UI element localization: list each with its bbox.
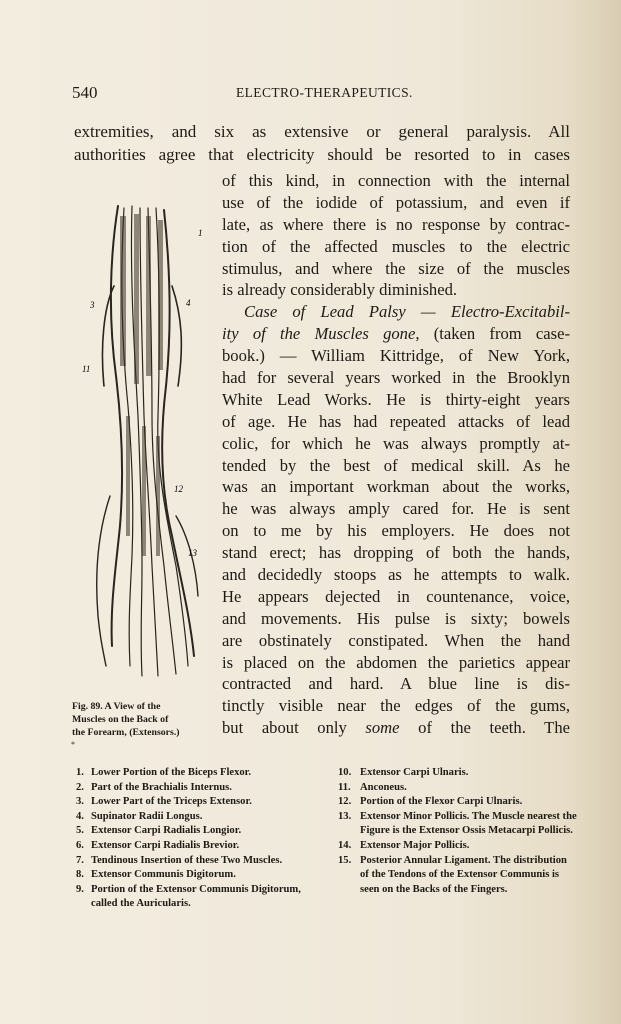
legend-text: Part of the Brachialis Internus. (91, 781, 232, 793)
italic-word: some (365, 718, 400, 738)
legend-text: Portion of the Flexor Carpi Ulnaris. (360, 796, 523, 808)
legend-item (76, 795, 321, 810)
legend-item (76, 854, 321, 869)
legend-item (338, 854, 578, 898)
legend-item (76, 868, 321, 883)
case-title-line (222, 323, 570, 345)
text-line: stand erect; has dropping of both the hands, (222, 543, 570, 563)
legend-text: Lower Part of the Triceps Extensor. (91, 796, 252, 808)
legend-number: 1. (76, 767, 84, 778)
legend-text: Extensor Carpi Ulnaris. (360, 767, 469, 778)
legend-number: 9. (76, 883, 84, 895)
caption-line: Fig. 89. A View of the (72, 701, 161, 712)
legend-item (76, 839, 321, 854)
legend-text: Extensor Major Pollicis. (360, 839, 470, 851)
legend-text: Anconeus. (360, 781, 407, 793)
text-line: and movements. His pulse is sixty; bowels (222, 608, 570, 628)
text-line: is already considerably diminished. (222, 280, 458, 300)
legend-text: Extensor Minor Pollicis. The Muscle nearest the Figure is the Extensor Ossis Metacarpi Pollicis. (360, 810, 577, 837)
legend-number: 5. (76, 825, 84, 837)
text-span: but about only (222, 718, 366, 738)
legend-item (338, 795, 578, 810)
running-head: ELECTRO-THERAPEUTICS. (236, 85, 413, 100)
case-title-rest: (taken from case- (419, 324, 571, 344)
text-line (222, 717, 570, 739)
text-line: on to me by his employers. He does not (222, 521, 570, 541)
figure-label: 12 (174, 484, 183, 494)
text-line: tinctly visible near the edges of the gums, (222, 696, 570, 716)
legend-number: 2. (76, 781, 84, 793)
legend-number: 3. (76, 796, 84, 808)
text-line: of this kind, in connection with the internal (222, 171, 570, 190)
legend-item (76, 766, 321, 781)
figure-legend-left (76, 766, 321, 912)
text-line: contracted and hard. A blue line is dis- (222, 674, 570, 694)
text-line: authorities agree that electricity should be resorted to in cases (74, 145, 570, 164)
figure-label: 3 (90, 300, 95, 310)
text-line: book.) — William Kittridge, of New York, (222, 346, 570, 366)
legend-number: 15. (338, 854, 352, 866)
legend-number: 8. (76, 869, 84, 881)
forearm-muscle-illustration (80, 196, 210, 696)
text-line: is placed on the abdomen the parietics appear (222, 652, 570, 672)
figure-legend-right (338, 766, 578, 897)
legend-item (76, 781, 321, 796)
text-line: stimulus, and where the size of the muscles (222, 258, 570, 278)
figure-label: 1 (198, 228, 203, 238)
page-header (72, 83, 572, 103)
case-title-italic: ity of the Muscles gone, (222, 324, 420, 344)
text-line: of age. He has had repeated attacks of lead (222, 411, 570, 431)
legend-item (76, 824, 321, 839)
text-line: late, as where there is no response by contrac- (222, 214, 570, 234)
legend-item (76, 810, 321, 825)
text-span: of the teeth. The (399, 718, 570, 738)
legend-text: Extensor Carpi Radialis Longior. (91, 825, 242, 837)
text-line: White Lead Works. He is thirty-eight years (222, 389, 570, 409)
legend-item (76, 883, 321, 912)
legend-number: 4. (76, 810, 84, 822)
text-line: are obstinately constipated. When the hand (222, 630, 570, 650)
figure-label: 4 (186, 298, 191, 308)
text-line: had for several years worked in the Brooklyn (222, 368, 570, 388)
text-line: colic, for which he was always promptly at- (222, 433, 570, 453)
page-number: 540 (72, 83, 98, 102)
text-line: use of the iodide of potassium, and even if (222, 192, 570, 212)
asterisk-mark: * (71, 740, 75, 749)
legend-item (338, 766, 578, 781)
text-line: he was always amply cared for. He is sent (222, 499, 570, 519)
legend-text: Extensor Carpi Radialis Brevior. (91, 839, 240, 851)
text-column (222, 170, 570, 739)
legend-text: Supinator Radii Longus. (91, 810, 203, 822)
legend-text: Lower Portion of the Biceps Flexor. (91, 767, 252, 778)
legend-item (338, 810, 578, 839)
legend-number: 14. (338, 839, 352, 851)
legend-number: 12. (338, 796, 352, 808)
text-line: tended by the best of medical skill. As he (222, 455, 570, 475)
legend-number: 7. (76, 854, 84, 866)
legend-item (338, 839, 578, 854)
text-line: He appears dejected in countenance, voice, (222, 586, 570, 606)
legend-text: Tendinous Insertion of these Two Muscles. (91, 854, 283, 866)
figure-label: 13 (188, 548, 197, 558)
figure-caption (72, 700, 212, 739)
caption-line: Muscles on the Back of (72, 714, 169, 725)
legend-number: 13. (338, 810, 352, 822)
legend-number: 10. (338, 767, 352, 778)
text-line: tion of the affected muscles to the electric (222, 236, 570, 256)
legend-number: 11. (338, 781, 351, 793)
caption-line: the Forearm, (Extensors.) (72, 727, 180, 738)
legend-text: Portion of the Extensor Communis Digitorum, called the Auricularis. (91, 883, 301, 910)
case-title-line: Case of Lead Palsy — Electro-Excitabil- (244, 302, 570, 322)
legend-item (338, 781, 578, 796)
legend-number: 6. (76, 839, 84, 851)
figure-label: 11 (82, 364, 91, 374)
text-line: was an important workman about the works, (222, 477, 570, 497)
forearm-svg (80, 196, 210, 696)
text-line: and decidedly stoops as he attempts to walk. (222, 565, 570, 585)
legend-text: Posterior Annular Ligament. The distribution of the Tendons of the Extensor Communis is seen on the Backs of the Fingers. (360, 854, 567, 895)
text-line: extremities, and six as extensive or general paralysis. All (74, 122, 570, 141)
legend-text: Extensor Communis Digitorum. (91, 869, 236, 881)
